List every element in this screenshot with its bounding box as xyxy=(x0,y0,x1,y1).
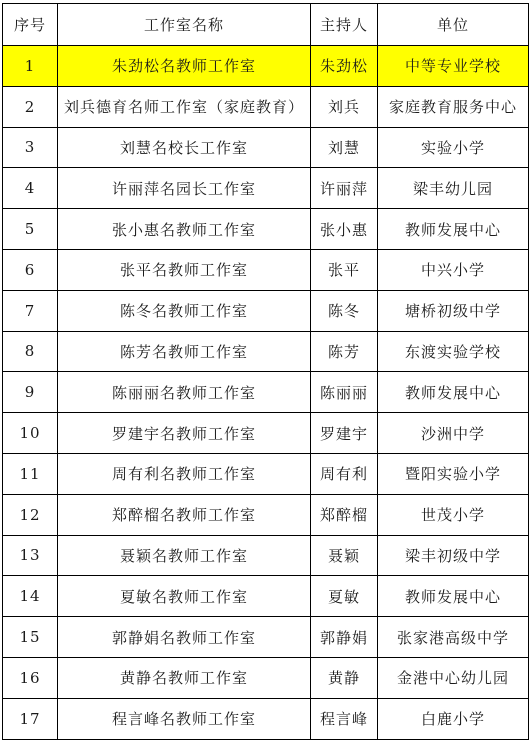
cell-serial-number: 14 xyxy=(3,576,58,617)
cell-studio-name: 陈丽丽名教师工作室 xyxy=(58,372,311,413)
cell-studio-name: 聂颖名教师工作室 xyxy=(58,535,311,576)
table-row xyxy=(3,290,529,331)
cell-host: 罗建宇 xyxy=(311,413,378,454)
table-row xyxy=(3,168,529,209)
cell-serial-number: 4 xyxy=(3,168,58,209)
cell-unit: 金港中心幼儿园 xyxy=(378,657,529,698)
cell-studio-name: 夏敏名教师工作室 xyxy=(58,576,311,617)
table-row xyxy=(3,576,529,617)
cell-studio-name: 周有利名教师工作室 xyxy=(58,453,311,494)
cell-host: 聂颖 xyxy=(311,535,378,576)
cell-serial-number: 2 xyxy=(3,86,58,127)
cell-serial-number: 8 xyxy=(3,331,58,372)
cell-unit: 梁丰初级中学 xyxy=(378,535,529,576)
header-serial-number: 序号 xyxy=(3,4,58,46)
table-row xyxy=(3,494,529,535)
cell-studio-name: 罗建宇名教师工作室 xyxy=(58,413,311,454)
cell-studio-name: 陈芳名教师工作室 xyxy=(58,331,311,372)
studio-roster-table xyxy=(2,3,529,740)
table-row xyxy=(3,453,529,494)
cell-serial-number: 6 xyxy=(3,249,58,290)
table-row xyxy=(3,127,529,168)
table-row xyxy=(3,535,529,576)
table-row xyxy=(3,413,529,454)
cell-serial-number: 17 xyxy=(3,698,58,739)
cell-host: 张小惠 xyxy=(311,209,378,250)
cell-studio-name: 许丽萍名园长工作室 xyxy=(58,168,311,209)
cell-unit: 暨阳实验小学 xyxy=(378,453,529,494)
header-host: 主持人 xyxy=(311,4,378,46)
cell-host: 郭静娟 xyxy=(311,617,378,658)
cell-unit: 实验小学 xyxy=(378,127,529,168)
cell-studio-name: 张平名教师工作室 xyxy=(58,249,311,290)
cell-host: 陈冬 xyxy=(311,290,378,331)
header-studio-name: 工作室名称 xyxy=(58,4,311,46)
cell-serial-number: 10 xyxy=(3,413,58,454)
cell-unit: 沙洲中学 xyxy=(378,413,529,454)
table-row xyxy=(3,698,529,739)
cell-host: 朱劲松 xyxy=(311,46,378,87)
table-row xyxy=(3,617,529,658)
cell-host: 郑醉榴 xyxy=(311,494,378,535)
table-header-row xyxy=(3,4,529,46)
cell-unit: 家庭教育服务中心 xyxy=(378,86,529,127)
table-row xyxy=(3,209,529,250)
cell-studio-name: 黄静名教师工作室 xyxy=(58,657,311,698)
cell-studio-name: 朱劲松名教师工作室 xyxy=(58,46,311,87)
cell-host: 许丽萍 xyxy=(311,168,378,209)
cell-unit: 教师发展中心 xyxy=(378,576,529,617)
cell-serial-number: 12 xyxy=(3,494,58,535)
cell-host: 刘慧 xyxy=(311,127,378,168)
table-row xyxy=(3,249,529,290)
cell-serial-number: 1 xyxy=(3,46,58,87)
cell-unit: 梁丰幼儿园 xyxy=(378,168,529,209)
cell-studio-name: 郭静娟名教师工作室 xyxy=(58,617,311,658)
cell-studio-name: 刘兵德育名师工作室（家庭教育） xyxy=(58,86,311,127)
cell-unit: 教师发展中心 xyxy=(378,372,529,413)
cell-studio-name: 刘慧名校长工作室 xyxy=(58,127,311,168)
cell-host: 夏敏 xyxy=(311,576,378,617)
cell-studio-name: 程言峰名教师工作室 xyxy=(58,698,311,739)
cell-host: 张平 xyxy=(311,249,378,290)
cell-unit: 中等专业学校 xyxy=(378,46,529,87)
cell-host: 陈丽丽 xyxy=(311,372,378,413)
cell-serial-number: 15 xyxy=(3,617,58,658)
cell-studio-name: 陈冬名教师工作室 xyxy=(58,290,311,331)
cell-unit: 中兴小学 xyxy=(378,249,529,290)
cell-serial-number: 9 xyxy=(3,372,58,413)
cell-host: 刘兵 xyxy=(311,86,378,127)
cell-host: 程言峰 xyxy=(311,698,378,739)
cell-host: 黄静 xyxy=(311,657,378,698)
cell-serial-number: 16 xyxy=(3,657,58,698)
cell-serial-number: 5 xyxy=(3,209,58,250)
table-row xyxy=(3,86,529,127)
table-row-highlighted xyxy=(3,46,529,87)
table-row xyxy=(3,331,529,372)
table-row xyxy=(3,657,529,698)
cell-unit: 教师发展中心 xyxy=(378,209,529,250)
cell-unit: 东渡实验学校 xyxy=(378,331,529,372)
cell-studio-name: 张小惠名教师工作室 xyxy=(58,209,311,250)
cell-studio-name: 郑醉榴名教师工作室 xyxy=(58,494,311,535)
table-row xyxy=(3,372,529,413)
cell-unit: 塘桥初级中学 xyxy=(378,290,529,331)
cell-unit: 白鹿小学 xyxy=(378,698,529,739)
cell-serial-number: 3 xyxy=(3,127,58,168)
cell-serial-number: 7 xyxy=(3,290,58,331)
cell-host: 陈芳 xyxy=(311,331,378,372)
cell-serial-number: 11 xyxy=(3,453,58,494)
header-unit: 单位 xyxy=(378,4,529,46)
cell-serial-number: 13 xyxy=(3,535,58,576)
cell-host: 周有利 xyxy=(311,453,378,494)
cell-unit: 张家港高级中学 xyxy=(378,617,529,658)
cell-unit: 世茂小学 xyxy=(378,494,529,535)
